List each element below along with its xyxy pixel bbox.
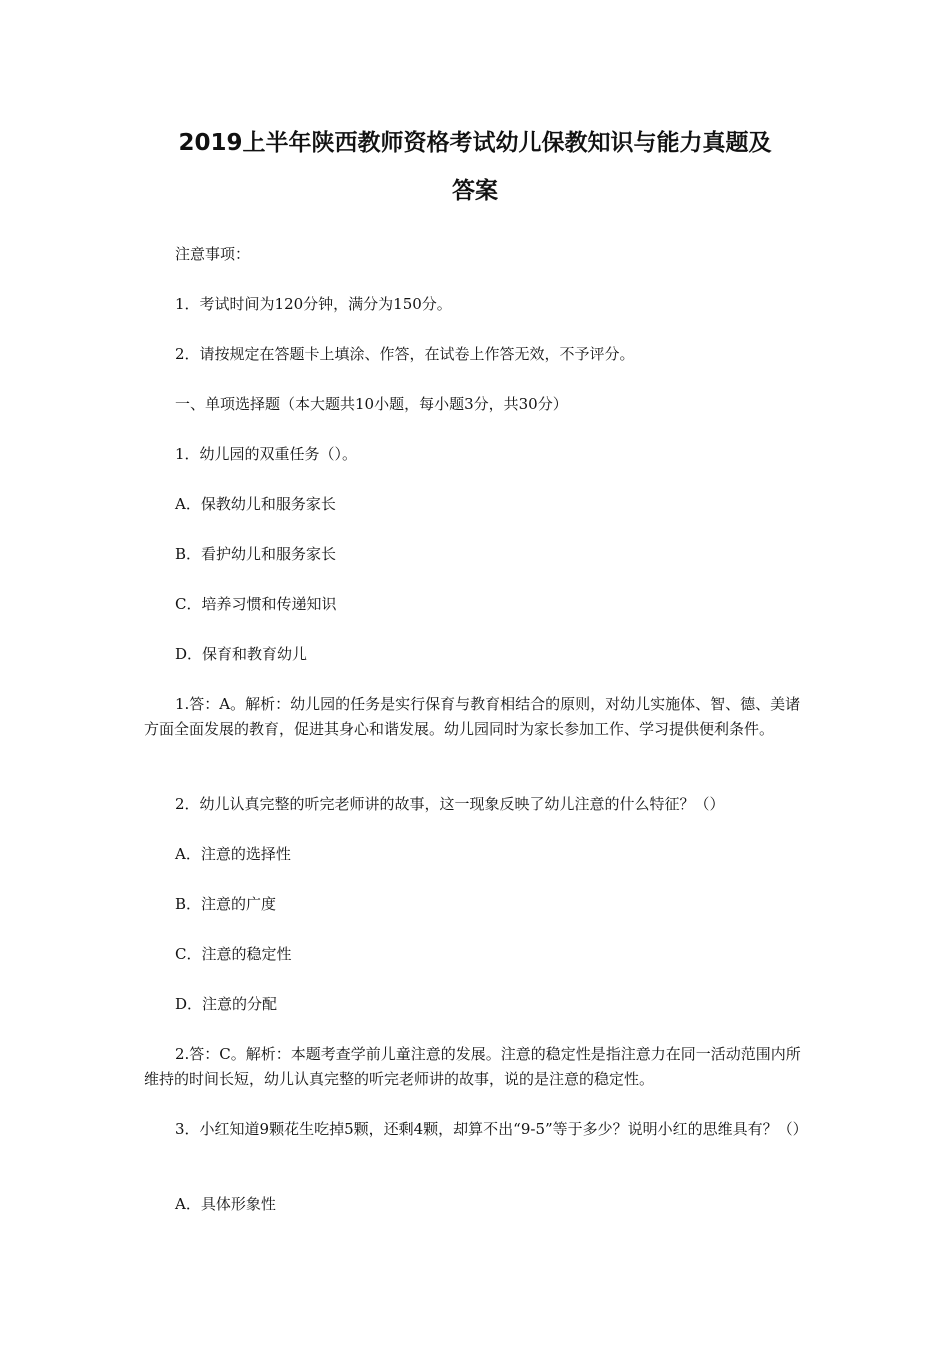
- question-2-option-a: A．注意的选择性: [175, 845, 291, 863]
- question-3-stem: 3．小红知道9颗花生吃掉5颗，还剩4颗，却算不出“9-5”等于多少？说明小红的思维具有？（）: [175, 1120, 808, 1138]
- doc-title-line2: 答案: [452, 178, 498, 204]
- question-1-option-c: C．培养习惯和传递知识: [175, 595, 337, 613]
- doc-title-line1: 2019上半年陕西教师资格考试幼儿保教知识与能力真题及: [178, 130, 772, 156]
- question-1-option-d: D．保育和教育幼儿: [175, 645, 308, 663]
- question-2-option-c: C．注意的稳定性: [175, 945, 292, 963]
- question-2-answer: 2.答：C。解析：本题考查学前儿童注意的发展。注意的稳定性是指注意力在同一活动范围内所维持的时间长短，幼儿认真完整的听完老师讲的故事，说的是注意的稳定性。: [144, 1045, 801, 1088]
- notice-item-2: 2．请按规定在答题卡上填涂、作答，在试卷上作答无效，不予评分。: [175, 345, 635, 363]
- question-1-option-a: A．保教幼儿和服务家长: [175, 495, 336, 513]
- notice-item-1: 1．考试时间为120分钟，满分为150分。: [175, 295, 452, 313]
- question-2-stem: 2．幼儿认真完整的听完老师讲的故事，这一现象反映了幼儿注意的什么特征？（）: [175, 795, 725, 813]
- question-3-option-a: A．具体形象性: [175, 1195, 276, 1213]
- question-2-option-d: D．注意的分配: [175, 995, 278, 1013]
- section-heading-single-choice: 一、单项选择题（本大题共10小题，每小题3分，共30分）: [175, 395, 568, 413]
- notice-heading: 注意事项：: [175, 245, 251, 263]
- question-1-answer: 1.答：A。解析：幼儿园的任务是实行保育与教育相结合的原则，对幼儿实施体、智、德、美诸方面全面发展的教育，促进其身心和谐发展。幼儿园同时为家长参加工作、学习提供便利条件。: [144, 695, 801, 738]
- question-1-option-b: B．看护幼儿和服务家长: [175, 545, 337, 563]
- question-2-option-b: B．注意的广度: [175, 895, 277, 913]
- question-1-stem: 1．幼儿园的双重任务（）。: [175, 445, 358, 463]
